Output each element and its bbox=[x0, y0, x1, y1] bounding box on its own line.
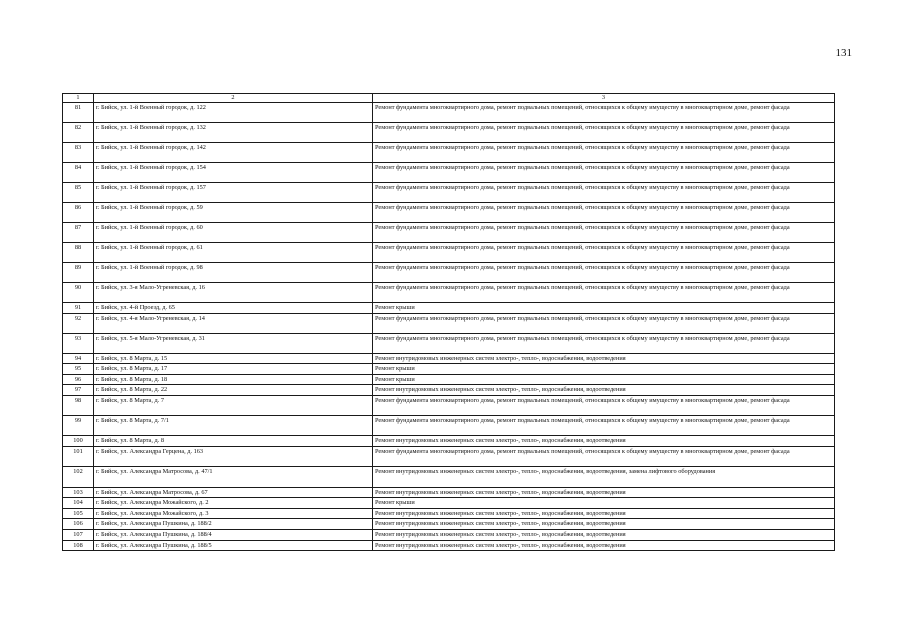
row-address: г. Бийск, ул. 1-й Военный городок, д. 154 bbox=[94, 163, 373, 183]
row-address: г. Бийск, ул. Александра Пушкина, д. 188/2 bbox=[94, 519, 373, 530]
table-row bbox=[63, 333, 835, 353]
row-work-type: Ремонт фундамента многоквартирного дома, ремонт подвальных помещений, относящихся к общему имуществу в многоквартирном доме, ремонт фасада bbox=[373, 243, 835, 263]
row-address: г. Бийск, ул. Александра Можайского, д. 3 bbox=[94, 508, 373, 519]
table-row bbox=[63, 508, 835, 519]
row-work-type: Ремонт фундамента многоквартирного дома, ремонт подвальных помещений, относящихся к общему имуществу в многоквартирном доме, ремонт фасада bbox=[373, 183, 835, 203]
table-row bbox=[63, 123, 835, 143]
table-row bbox=[63, 163, 835, 183]
row-address: г. Бийск, ул. 4-й Проезд, д. 65 bbox=[94, 303, 373, 314]
row-number: 82 bbox=[63, 123, 94, 143]
row-number: 98 bbox=[63, 395, 94, 415]
row-address: г. Бийск, ул. 8 Марта, д. 17 bbox=[94, 364, 373, 375]
row-address: г. Бийск, ул. 1-й Военный городок, д. 98 bbox=[94, 263, 373, 283]
row-number: 96 bbox=[63, 374, 94, 385]
row-work-type: Ремонт крыши bbox=[373, 374, 835, 385]
row-work-type: Ремонт крыши bbox=[373, 303, 835, 314]
table-row bbox=[63, 143, 835, 163]
row-number: 89 bbox=[63, 263, 94, 283]
table-row bbox=[63, 313, 835, 333]
table-row bbox=[63, 435, 835, 446]
table-row bbox=[63, 223, 835, 243]
table-row bbox=[63, 446, 835, 466]
row-address: г. Бийск, ул. 1-й Военный городок, д. 122 bbox=[94, 103, 373, 123]
row-work-type: Ремонт фундамента многоквартирного дома, ремонт подвальных помещений, относящихся к общему имуществу в многоквартирном доме, ремонт фасада bbox=[373, 103, 835, 123]
table-row bbox=[63, 263, 835, 283]
row-work-type: Ремонт фундамента многоквартирного дома, ремонт подвальных помещений, относящихся к общему имуществу в многоквартирном доме, ремонт фасада bbox=[373, 203, 835, 223]
table-row bbox=[63, 498, 835, 509]
row-work-type: Ремонт фундамента многоквартирного дома, ремонт подвальных помещений, относящихся к общему имуществу в многоквартирном доме, ремонт фасада bbox=[373, 283, 835, 303]
table-row bbox=[63, 243, 835, 263]
row-address: г. Бийск, ул. 8 Марта, д. 22 bbox=[94, 385, 373, 396]
row-number: 105 bbox=[63, 508, 94, 519]
row-work-type: Ремонт фундамента многоквартирного дома, ремонт подвальных помещений, относящихся к общему имуществу в многоквартирном доме, ремонт фасада bbox=[373, 263, 835, 283]
row-address: г. Бийск, ул. 1-й Военный городок, д. 132 bbox=[94, 123, 373, 143]
row-number: 101 bbox=[63, 446, 94, 466]
row-number: 102 bbox=[63, 466, 94, 487]
row-number: 108 bbox=[63, 540, 94, 551]
table-row bbox=[63, 487, 835, 498]
row-work-type: Ремонт фундамента многоквартирного дома, ремонт подвальных помещений, относящихся к общему имуществу в многоквартирном доме, ремонт фасада bbox=[373, 446, 835, 466]
row-address: г. Бийск, ул. 8 Марта, д. 18 bbox=[94, 374, 373, 385]
row-work-type: Ремонт внутридомовых инженерных систем электро-, тепло-, водоснабжения, водоотведения bbox=[373, 487, 835, 498]
row-number: 93 bbox=[63, 333, 94, 353]
table-row bbox=[63, 364, 835, 375]
row-address: г. Бийск, ул. 3-я Мало-Угреневская, д. 16 bbox=[94, 283, 373, 303]
row-address: г. Бийск, ул. 8 Марта, д. 15 bbox=[94, 353, 373, 364]
row-work-type: Ремонт внутридомовых инженерных систем электро-, тепло-, водоснабжения, водоотведения bbox=[373, 508, 835, 519]
row-number: 81 bbox=[63, 103, 94, 123]
row-work-type: Ремонт фундамента многоквартирного дома, ремонт подвальных помещений, относящихся к общему имуществу в многоквартирном доме, ремонт фасада bbox=[373, 143, 835, 163]
column-header-work: 3 bbox=[373, 94, 835, 103]
row-number: 84 bbox=[63, 163, 94, 183]
row-work-type: Ремонт внутридомовых инженерных систем электро-, тепло-, водоснабжения, водоотведения bbox=[373, 385, 835, 396]
row-address: г. Бийск, ул. 5-я Мало-Угреневская, д. 31 bbox=[94, 333, 373, 353]
row-address: г. Бийск, ул. Александра Пушкина, д. 188/5 bbox=[94, 540, 373, 551]
row-number: 103 bbox=[63, 487, 94, 498]
row-address: г. Бийск, ул. Александра Герцена, д. 163 bbox=[94, 446, 373, 466]
row-number: 106 bbox=[63, 519, 94, 530]
column-header-number: 1 bbox=[63, 94, 94, 103]
row-address: г. Бийск, ул. 8 Марта, д. 7 bbox=[94, 395, 373, 415]
row-address: г. Бийск, ул. Александра Можайского, д. 2 bbox=[94, 498, 373, 509]
row-number: 90 bbox=[63, 283, 94, 303]
table-row bbox=[63, 540, 835, 551]
row-work-type: Ремонт фундамента многоквартирного дома, ремонт подвальных помещений, относящихся к общему имуществу в многоквартирном доме, ремонт фасада bbox=[373, 123, 835, 143]
table-row bbox=[63, 466, 835, 487]
row-work-type: Ремонт крыши bbox=[373, 498, 835, 509]
row-number: 100 bbox=[63, 435, 94, 446]
row-work-type: Ремонт внутридомовых инженерных систем электро-, тепло-, водоснабжения, водоотведения, замена лифтового оборудования bbox=[373, 466, 835, 487]
row-address: г. Бийск, ул. 4-я Мало-Угреневская, д. 14 bbox=[94, 313, 373, 333]
row-number: 86 bbox=[63, 203, 94, 223]
row-address: г. Бийск, ул. 8 Марта, д. 8 bbox=[94, 435, 373, 446]
table-row bbox=[63, 395, 835, 415]
row-work-type: Ремонт внутридомовых инженерных систем электро-, тепло-, водоснабжения, водоотведения bbox=[373, 435, 835, 446]
row-number: 97 bbox=[63, 385, 94, 396]
row-number: 95 bbox=[63, 364, 94, 375]
table-row bbox=[63, 385, 835, 396]
repair-registry-table bbox=[62, 93, 835, 551]
row-number: 99 bbox=[63, 415, 94, 435]
row-number: 94 bbox=[63, 353, 94, 364]
row-work-type: Ремонт фундамента многоквартирного дома, ремонт подвальных помещений, относящихся к общему имуществу в многоквартирном доме, ремонт фасада bbox=[373, 415, 835, 435]
table-row bbox=[63, 519, 835, 530]
table-row bbox=[63, 203, 835, 223]
row-number: 91 bbox=[63, 303, 94, 314]
table-row bbox=[63, 353, 835, 364]
row-number: 83 bbox=[63, 143, 94, 163]
table-row bbox=[63, 529, 835, 540]
row-address: г. Бийск, ул. Александра Пушкина, д. 188/4 bbox=[94, 529, 373, 540]
row-address: г. Бийск, ул. 1-й Военный городок, д. 142 bbox=[94, 143, 373, 163]
table-row bbox=[63, 303, 835, 314]
row-work-type: Ремонт внутридомовых инженерных систем электро-, тепло-, водоснабжения, водоотведения bbox=[373, 529, 835, 540]
row-work-type: Ремонт фундамента многоквартирного дома, ремонт подвальных помещений, относящихся к общему имуществу в многоквартирном доме, ремонт фасада bbox=[373, 333, 835, 353]
table-row bbox=[63, 374, 835, 385]
table-row bbox=[63, 283, 835, 303]
row-address: г. Бийск, ул. Александра Матросова, д. 67 bbox=[94, 487, 373, 498]
table-row bbox=[63, 183, 835, 203]
row-number: 107 bbox=[63, 529, 94, 540]
row-work-type: Ремонт внутридомовых инженерных систем электро-, тепло-, водоснабжения, водоотведения bbox=[373, 540, 835, 551]
row-number: 87 bbox=[63, 223, 94, 243]
column-header-address: 2 bbox=[94, 94, 373, 103]
row-address: г. Бийск, ул. 1-й Военный городок, д. 60 bbox=[94, 223, 373, 243]
row-address: г. Бийск, ул. Александра Матросова, д. 47/1 bbox=[94, 466, 373, 487]
row-work-type: Ремонт фундамента многоквартирного дома, ремонт подвальных помещений, относящихся к общему имуществу в многоквартирном доме, ремонт фасада bbox=[373, 163, 835, 183]
row-address: г. Бийск, ул. 1-й Военный городок, д. 61 bbox=[94, 243, 373, 263]
page-number: 131 bbox=[835, 47, 852, 59]
row-work-type: Ремонт фундамента многоквартирного дома, ремонт подвальных помещений, относящихся к общему имуществу в многоквартирном доме, ремонт фасада bbox=[373, 395, 835, 415]
table-header-row bbox=[63, 94, 835, 103]
row-address: г. Бийск, ул. 1-й Военный городок, д. 157 bbox=[94, 183, 373, 203]
row-address: г. Бийск, ул. 1-й Военный городок, д. 59 bbox=[94, 203, 373, 223]
row-number: 104 bbox=[63, 498, 94, 509]
row-work-type: Ремонт фундамента многоквартирного дома, ремонт подвальных помещений, относящихся к общему имуществу в многоквартирном доме, ремонт фасада bbox=[373, 313, 835, 333]
table-body bbox=[63, 103, 835, 551]
row-address: г. Бийск, ул. 8 Марта, д. 7/1 bbox=[94, 415, 373, 435]
row-number: 88 bbox=[63, 243, 94, 263]
row-number: 85 bbox=[63, 183, 94, 203]
row-work-type: Ремонт крыши bbox=[373, 364, 835, 375]
table-row bbox=[63, 103, 835, 123]
row-work-type: Ремонт фундамента многоквартирного дома, ремонт подвальных помещений, относящихся к общему имуществу в многоквартирном доме, ремонт фасада bbox=[373, 223, 835, 243]
row-work-type: Ремонт внутридомовых инженерных систем электро-, тепло-, водоснабжения, водоотведения bbox=[373, 353, 835, 364]
table-row bbox=[63, 415, 835, 435]
row-number: 92 bbox=[63, 313, 94, 333]
row-work-type: Ремонт внутридомовых инженерных систем электро-, тепло-, водоснабжения, водоотведения bbox=[373, 519, 835, 530]
